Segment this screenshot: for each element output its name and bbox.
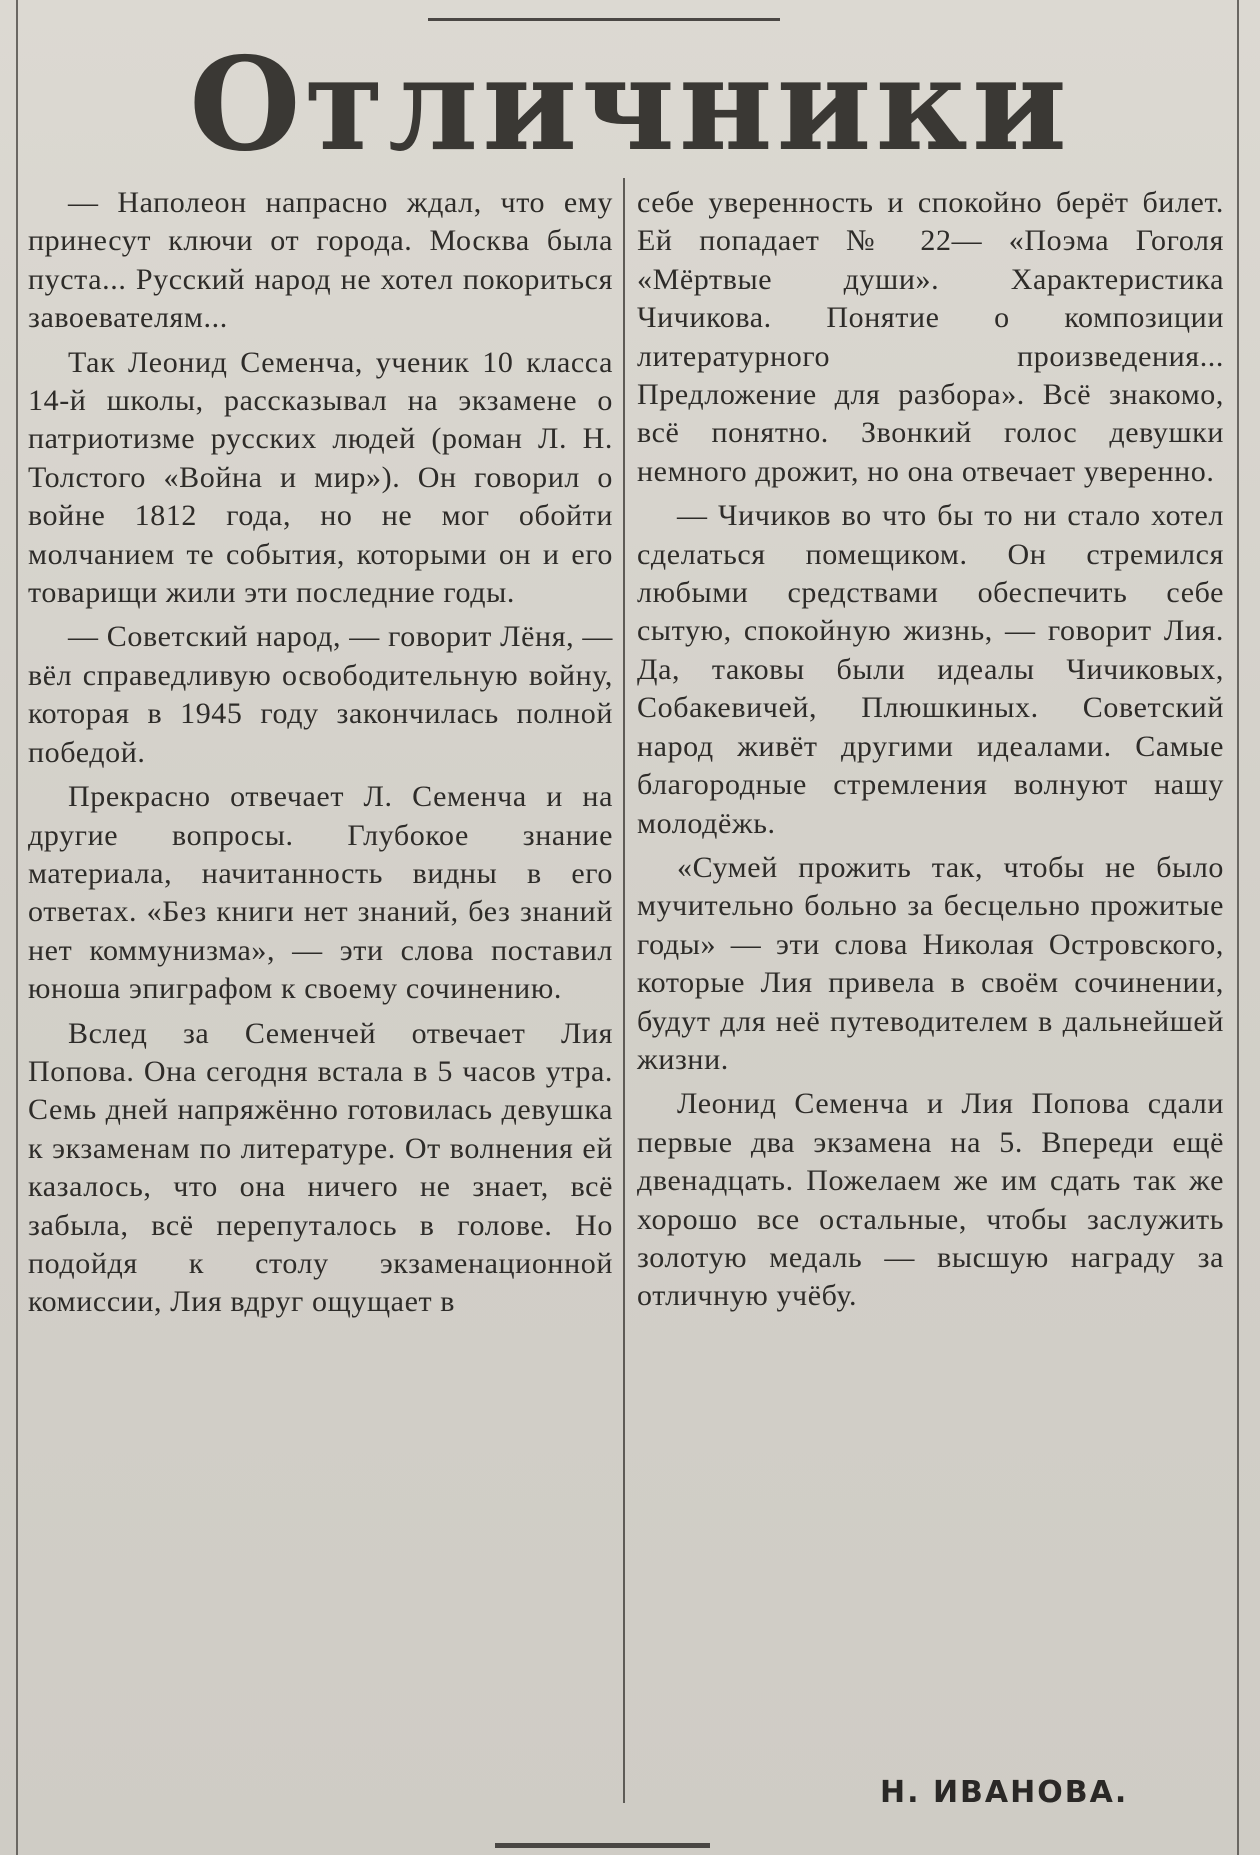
paragraph: — Наполеон напрасно ждал, что ему принесут ключи от города. Москва была пуста... Русский народ не хотел покориться завоевателям...	[28, 186, 613, 335]
paragraph: «Сумей прожить так, чтобы не было мучительно больно за бесцельно прожитые годы» — эти слова Николая Островского, которые Лия привела в своём сочинении, будут для неё путеводителем в дальнейшей жизни.	[637, 850, 1224, 1076]
article-headline: Отличники	[189, 30, 1071, 180]
right-column-border	[1237, 0, 1239, 1855]
paragraph: Прекрасно отвечает Л. Семенча и на другие вопросы. Глубокое знание материала, начитанность видны в его ответах. «Без книги нет знаний, без знаний нет коммунизма», — эти слова поставил юноша эпиграфом к своему сочинению.	[28, 780, 613, 1006]
left-column-border	[16, 0, 18, 1855]
paragraph: себе уверенность и спокойно берёт билет. Ей попадает № 22— «Поэма Гоголя «Мёртвые души». Характеристика Чичикова. Понятие о композиции литературного произведения... Предложение для разбора». Всё знакомо, всё понятно. Звонкий голос девушки немного дрожит, но она отвечает уверенно.	[637, 186, 1224, 488]
paragraph: Вслед за Семенчей отвечает Лия Попова. Она сегодня встала в 5 часов утра. Семь дней напряжённо готовилась девушка к экзаменам по литературе. От волнения ей казалось, что она ничего не знает, всё забыла, всё перепуталось в голове. Но подойдя к столу экзаменационной комиссии, Лия вдруг ощущает в	[28, 1016, 613, 1319]
paragraph: — Советский народ, — говорит Лёня, — вёл справедливую освободительную войну, которая в 1945 году закончилась полной победой.	[28, 620, 613, 769]
column-divider	[623, 178, 625, 1803]
bottom-rule	[495, 1843, 710, 1848]
paragraph: Так Леонид Семенча, ученик 10 класса 14-й школы, рассказывал на экзамене о патриотизме русских людей (роман Л. Н. Толстого «Война и мир»). Он говорил о войне 1812 года, но не мог обойти молчанием те события, которыми он и его товарищи жили эти последние годы.	[28, 345, 613, 610]
author-signature: Н. ИВАНОВА.	[880, 1775, 1129, 1810]
paragraph: Леонид Семенча и Лия Попова сдали первые два экзамена на 5. Впереди ещё двенадцать. Пожелаем же им сдать так же хорошо все остальные, чтобы заслужить золотую медаль — высшую награду за отличную учёбу.	[637, 1087, 1224, 1313]
right-text-column	[637, 184, 1224, 1322]
paragraph: — Чичиков во что бы то ни стало хотел сделаться помещиком. Он стремился любыми средствами обеспечить себе сытую, спокойную жизнь, — говорит Лия. Да, таковы были идеалы Чичиковых, Собакевичей, Плюшкиных. Советский народ живёт другими идеалами. Самые благородные стремления волнуют нашу молодёжь.	[637, 499, 1224, 840]
top-rule	[428, 18, 780, 21]
left-text-column	[28, 184, 613, 1328]
